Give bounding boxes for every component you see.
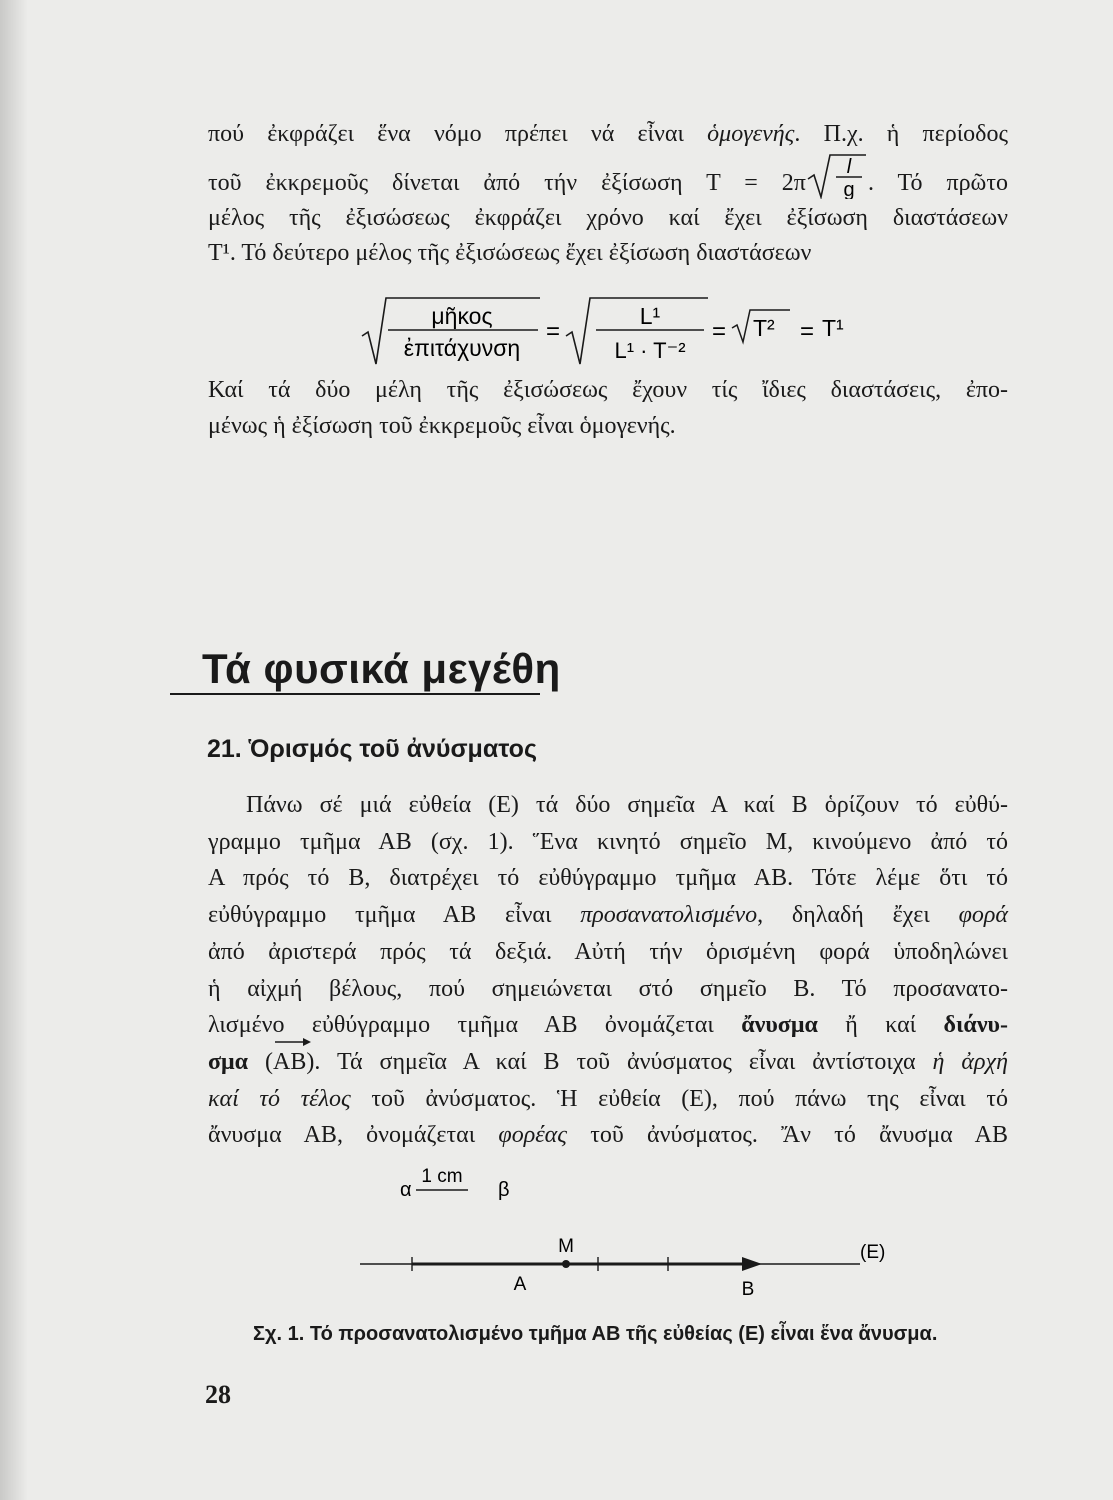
top-paragraph bbox=[208, 117, 1008, 272]
section-title: 21. Ὁρισμός τοῦ ἀνύσματος bbox=[207, 735, 537, 763]
top-paragraph-line-1 bbox=[208, 117, 1008, 153]
body-line-8: σμα ( ΑΒ). Τά σημεῖα Α καί Β τοῦ ἀνύσματος εἶναι ἀντίστοιχα ἡ ἀρχή bbox=[208, 1044, 1008, 1081]
scale-cm-label: 1 cm bbox=[421, 1166, 463, 1187]
italic-term: προσανατολισμένο bbox=[580, 902, 758, 929]
body-line-4 bbox=[208, 897, 1008, 934]
text-span: τοῦ ἀνύσματος. Ἄν τό ἄνυσμα ΑΒ bbox=[567, 1122, 1009, 1149]
text-span: εὐθύγραμμο τμῆμα ΑΒ εἶναι bbox=[208, 902, 581, 929]
mid-paragraph-line-2: μένως ἡ ἐξίσωση τοῦ ἐκκρεμοῦς εἶναι ὁμογενής. bbox=[208, 412, 676, 439]
text-span: . Π.χ. ἡ περίοδος bbox=[794, 121, 1008, 147]
sqrt-radical-icon bbox=[806, 153, 868, 199]
text-span: ἤ καί bbox=[817, 1012, 944, 1039]
formula-frac1-den: ἐπιτάχυνση bbox=[403, 335, 521, 361]
point-b-label: Β bbox=[741, 1279, 755, 1300]
dimension-formula bbox=[360, 296, 880, 366]
body-line-1: Πάνω σέ μιά εὐθεία (Ε) τά δύο σημεῖα Α καί Β ὁρίζουν τό εὐθύ- bbox=[246, 792, 1008, 818]
text-span: . Τά σημεῖα Α καί Β τοῦ ἀνύσματος εἶναι ἀντίστοιχα bbox=[314, 1048, 933, 1075]
bold-term: σμα bbox=[208, 1048, 249, 1075]
text-span: πού ἐκφράζει ἕνα νόμο πρέπει νά εἶναι bbox=[208, 121, 708, 147]
scale-left-label: α bbox=[400, 1179, 412, 1201]
body-paragraph bbox=[208, 787, 1008, 1154]
heading-underline bbox=[170, 693, 540, 695]
body-line-3: Α πρός τό Β, διατρέχει τό εὐθύγραμμο τμῆμα ΑΒ. Τότε λέμε ὅτι τό bbox=[208, 865, 1008, 892]
body-line-5: ἀπό ἀριστερά πρός τά δεξιά. Αὐτή τήν ὁρισμένη φορά ὑποδηλώνει bbox=[208, 938, 1008, 965]
formula-result: T¹ bbox=[822, 315, 844, 341]
text-span: ἄνυσμα ΑΒ, ὀνομάζεται bbox=[208, 1122, 499, 1149]
page-number: 28 bbox=[205, 1380, 231, 1409]
text-span: , δηλαδή ἔχει bbox=[757, 902, 959, 929]
bold-term: ἄνυσμα bbox=[741, 1012, 818, 1039]
formula-eq1: = bbox=[546, 318, 561, 345]
top-paragraph-line-4: Τ¹. Τό δεύτερο μέλος τῆς ἐξισώσεως ἔχει ἐξίσωση διαστάσεων bbox=[208, 240, 812, 266]
italic-term: φορά bbox=[958, 902, 1009, 929]
body-line-9 bbox=[208, 1081, 1008, 1118]
top-paragraph-line-3: μέλος τῆς ἐξισώσεως ἐκφράζει χρόνο καί ἔχει ἐξίσωση διαστάσεων bbox=[208, 204, 1008, 231]
line-e-label: (Ε) bbox=[860, 1242, 886, 1263]
bold-term: διάνυ- bbox=[943, 1012, 1008, 1039]
formula-frac1-num: μῆκος bbox=[431, 303, 493, 329]
italic-term: ὁμογενής bbox=[707, 121, 795, 147]
formula-eq2: = bbox=[712, 318, 727, 345]
italic-term: καί τό τέλος bbox=[208, 1085, 351, 1112]
text-span: τοῦ ἀνύσματος. Ἡ εὐθεία (Ε), πού πάνω της εἶναι τό bbox=[350, 1085, 1008, 1112]
sqrt-numerator: l bbox=[846, 155, 852, 178]
point-a-label: Α bbox=[513, 1274, 527, 1295]
text-span: λισμένο εὐθύγραμμο τμῆμα ΑΒ ὀνομάζεται bbox=[208, 1012, 742, 1039]
italic-term: φορέας bbox=[498, 1122, 568, 1149]
vector-ab bbox=[273, 1044, 306, 1081]
mid-paragraph bbox=[208, 373, 1008, 444]
body-line-10 bbox=[208, 1117, 1008, 1154]
vector-figure bbox=[340, 1160, 940, 1320]
mid-paragraph-line-1: Καί τά δύο μέλη τῆς ἐξισώσεως ἔχουν τίς ἴδιες διαστάσεις, ἐπο- bbox=[208, 377, 1008, 403]
formula-sqrt-t2: T² bbox=[753, 315, 775, 341]
point-m-dot bbox=[562, 1260, 570, 1268]
chapter-heading: Τά φυσικά μεγέθη bbox=[202, 645, 561, 692]
formula-frac2-den: L¹ · T⁻² bbox=[614, 338, 686, 363]
body-line-7 bbox=[208, 1007, 1008, 1044]
figure-caption: Σχ. 1. Τό προσανατολισμένο τμῆμα ΑΒ τῆς εὐθείας (Ε) εἶναι ἕνα ἄνυσμα. bbox=[253, 1323, 938, 1345]
formula-eq3: = bbox=[800, 318, 815, 345]
italic-term: ἡ ἀρχή bbox=[932, 1048, 1008, 1075]
scale-right-label: β bbox=[498, 1179, 510, 1201]
vector-label: ΑΒ bbox=[273, 1048, 307, 1075]
formula-frac2-num: L¹ bbox=[639, 303, 661, 329]
text-span: . Τό πρῶτο bbox=[867, 169, 1008, 196]
text-span: τοῦ ἐκκρεμοῦς δίνεται ἀπό τήν ἐξίσωση Τ = 2π bbox=[208, 169, 806, 196]
arrowhead-icon bbox=[742, 1257, 762, 1271]
vector-arrow-icon bbox=[273, 1036, 313, 1048]
body-line-6: ἡ αἰχμή βέλους, πού σημειώνεται στό σημεῖο Β. Τό προσανατο- bbox=[208, 975, 1008, 1002]
sqrt-denominator: g bbox=[843, 178, 855, 199]
page-gutter-shadow bbox=[0, 0, 28, 1500]
body-line-2: γραμμο τμῆμα ΑΒ (σχ. 1). Ἕνα κινητό σημεῖο Μ, κινούμενο ἀπό τό bbox=[208, 828, 1008, 855]
point-m-label: Μ bbox=[558, 1236, 574, 1257]
top-paragraph-line-2 bbox=[208, 153, 1008, 201]
